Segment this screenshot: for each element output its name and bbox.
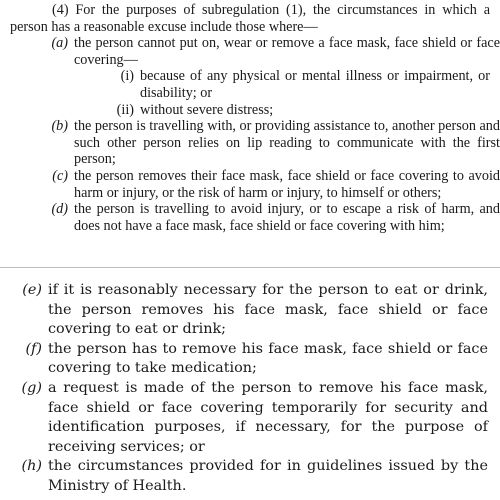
subclause-label: (ii): [116, 101, 134, 118]
subclause-ii: [104, 102, 500, 119]
clause-text: the circumstances provided for in guidelines issued by the Ministry of Health.: [48, 458, 488, 494]
clause-text: if it is reasonably necessary for the person to eat or drink, the person removes his face mask, face shield or face covering to eat or drink;: [48, 282, 488, 338]
clause-label: (b): [51, 118, 68, 135]
regulation-excerpt-upper: [0, 2, 500, 234]
clause-f: [8, 340, 500, 379]
clause-label: (g): [21, 379, 42, 396]
subclause-i: [104, 68, 500, 101]
subregulation-intro: [10, 2, 490, 35]
clause-label: (c): [52, 167, 68, 184]
clause-text: the person removes their face mask, face shield or face covering to avoid harm or injury, or the risk of harm or injury, to himself or others;: [74, 167, 500, 201]
clause-label: (d): [51, 201, 68, 218]
subclause-label: (i): [120, 68, 134, 85]
clause-label: (h): [21, 458, 42, 475]
clause-h: [8, 457, 500, 496]
clause-g: [8, 379, 500, 457]
clause-text: a request is made of the person to remove his face mask, face shield or face covering temporarily for security and identification purposes, if necessary, for the purpose of receiving services; or: [48, 379, 488, 455]
intro-text: (4) For the purposes of subregulation (1), the circumstances in which a person has a reasonable excuse include those where—: [10, 2, 490, 35]
clause-a: [38, 35, 500, 68]
clause-text: the person is travelling with, or providing assistance to, another person and such other person relies on lip reading to communicate with the first person;: [74, 118, 500, 168]
clause-text: the person cannot put on, wear or remove a face mask, face shield or face covering—: [74, 35, 500, 68]
clause-label: (f): [25, 340, 42, 357]
section-divider: [0, 267, 500, 268]
clause-text: the person is travelling to avoid injury, or to escape a risk of harm, and does not have a face mask, face shield or face covering with him;: [74, 201, 500, 234]
clause-d: [38, 201, 500, 234]
subclause-text: because of any physical or mental illness or impairment, or disability; or: [140, 68, 490, 101]
regulation-excerpt-lower: [0, 281, 500, 497]
clause-b: [38, 118, 500, 168]
clause-e: [8, 281, 500, 340]
clause-c: [38, 168, 500, 201]
clause-label: (a): [51, 35, 68, 52]
subclause-text: without severe distress;: [140, 101, 274, 118]
clause-label: (e): [22, 282, 42, 298]
clause-text: the person has to remove his face mask, face shield or face covering to take medication;: [48, 340, 488, 377]
